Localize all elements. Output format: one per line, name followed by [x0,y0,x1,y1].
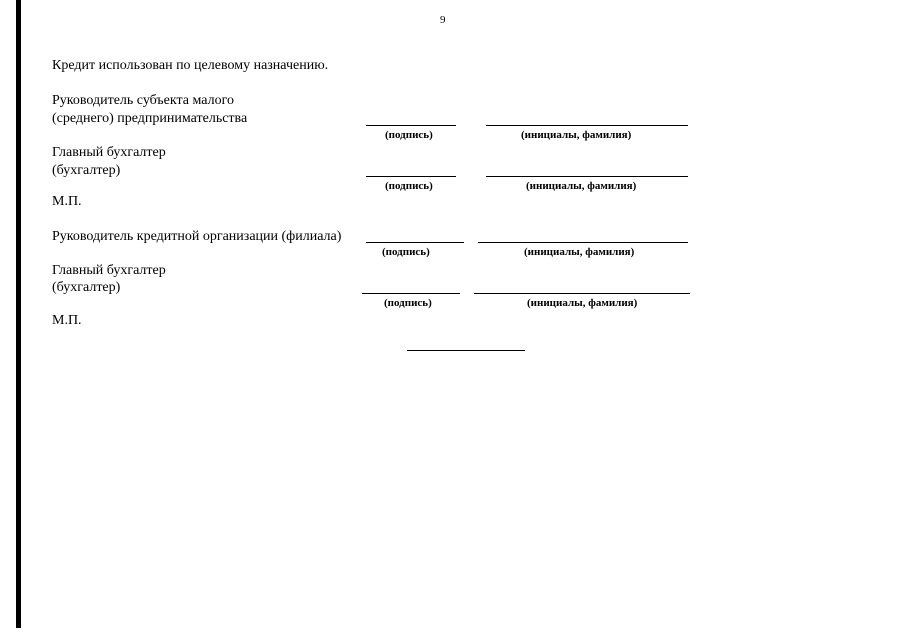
business-head-signature-line [366,125,456,126]
business-accountant-signature-line [366,176,456,177]
bank-accountant-name-caption: (инициалы, фамилия) [527,297,638,309]
end-separator-line [407,350,525,351]
business-head-name-line [486,125,688,126]
bank-accountant-signature-line [362,293,460,294]
business-head-name-caption: (инициалы, фамилия) [521,129,632,141]
credit-statement: Кредит использован по целевому назначению. [52,58,329,73]
bank-head-name-caption: (инициалы, фамилия) [524,246,635,258]
page-number: 9 [440,14,446,26]
bank-accountant-signature-caption: (подпись) [384,297,432,309]
business-accountant-label-line1: Главный бухгалтер [52,145,166,160]
bank-head-signature-caption: (подпись) [382,246,430,258]
business-accountant-label-line2: (бухгалтер) [52,163,121,178]
business-accountant-name-caption: (инициалы, фамилия) [526,180,637,192]
business-head-label-line2: (среднего) предпринимательства [52,111,248,126]
bank-accountant-label-line1: Главный бухгалтер [52,263,166,278]
bank-head-name-line [478,242,688,243]
bank-head-label: Руководитель кредитной организации (филиала) [52,229,342,244]
bank-head-signature-line [366,242,464,243]
business-accountant-signature-caption: (подпись) [385,180,433,192]
business-accountant-name-line [486,176,688,177]
business-head-label-line1: Руководитель субъекта малого [52,93,234,108]
bank-accountant-label-line2: (бухгалтер) [52,280,121,295]
bank-accountant-name-line [474,293,690,294]
page-left-border [16,0,21,628]
business-head-signature-caption: (подпись) [385,129,433,141]
stamp-label-business: М.П. [52,194,82,209]
stamp-label-bank: М.П. [52,313,82,328]
